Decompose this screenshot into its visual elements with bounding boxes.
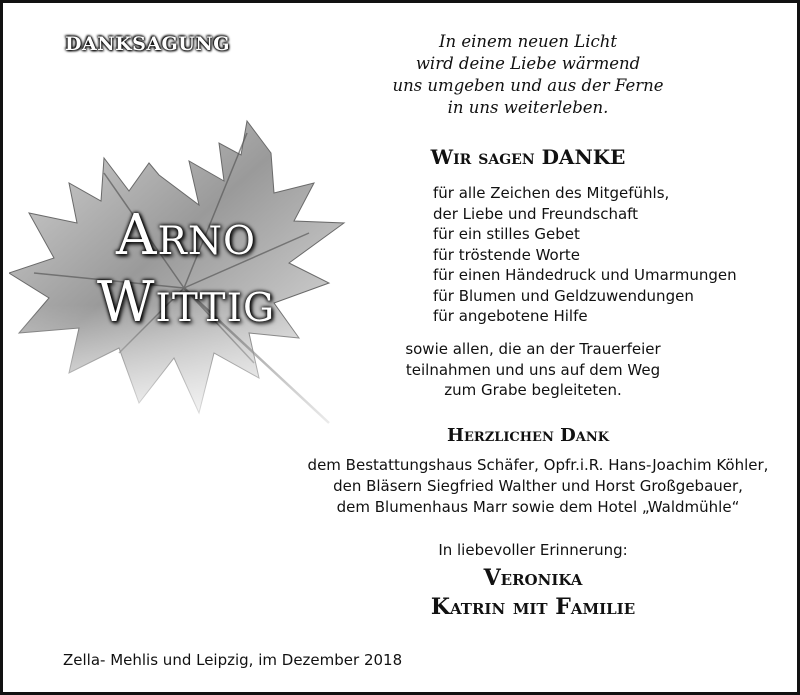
poem-line: In einem neuen Licht — [438, 32, 618, 51]
special-thanks-heading: Herzlichen Dank — [447, 425, 609, 446]
deceased-last-name: Wittig — [96, 270, 276, 335]
thanks-all-line: zum Grabe begleiteten. — [444, 381, 622, 399]
thanks-item: für alle Zeichen des Mitgefühls, — [433, 184, 670, 202]
signatory: Veronika — [483, 565, 583, 591]
thanks-item: für ein stilles Gebet — [433, 225, 580, 243]
thanks-item: für einen Händedruck und Umarmungen — [433, 266, 737, 284]
poem-line: wird deine Liebe wärmend — [415, 54, 641, 73]
place-date: Zella- Mehlis und Leipzig, im Dezember 2018 — [63, 651, 403, 669]
special-thanks-line: dem Bestattungshaus Schäfer, Opfr.i.R. Hans-Joachim Köhler, — [307, 456, 769, 474]
thanks-all — [383, 339, 683, 401]
thanks-list — [433, 183, 737, 327]
thanks-all-line: teilnahmen und uns auf dem Weg — [405, 360, 661, 379]
special-thanks-line: dem Blumenhaus Marr sowie dem Hotel „Waldmühle“ — [336, 498, 740, 516]
thanks-item: für Blumen und Geldzuwendungen — [433, 286, 694, 305]
special-thanks-line: den Bläsern Siegfried Walther und Horst Großgebauer, — [333, 477, 743, 495]
deceased-first-name: Arno — [116, 203, 256, 268]
thanks-item: der Liebe und Freundschaft — [433, 204, 639, 223]
special-thanks — [293, 455, 783, 518]
thanks-heading: Wir sagen DANKE — [430, 145, 626, 169]
signatory: Katrin mit Familie — [430, 594, 636, 620]
poem-line: uns umgeben und aus der Ferne — [392, 76, 664, 95]
poem-line: in uns weiterleben. — [447, 98, 609, 117]
poem — [373, 31, 683, 119]
memory-intro: In liebevoller Erinnerung: — [438, 541, 628, 559]
thanks-all-line: sowie allen, die an der Trauerfeier — [405, 340, 661, 358]
notice-heading: DANKSAGUNG — [65, 33, 230, 55]
thanks-item: für tröstende Worte — [433, 245, 580, 264]
thanks-item: für angebotene Hilfe — [433, 307, 588, 325]
